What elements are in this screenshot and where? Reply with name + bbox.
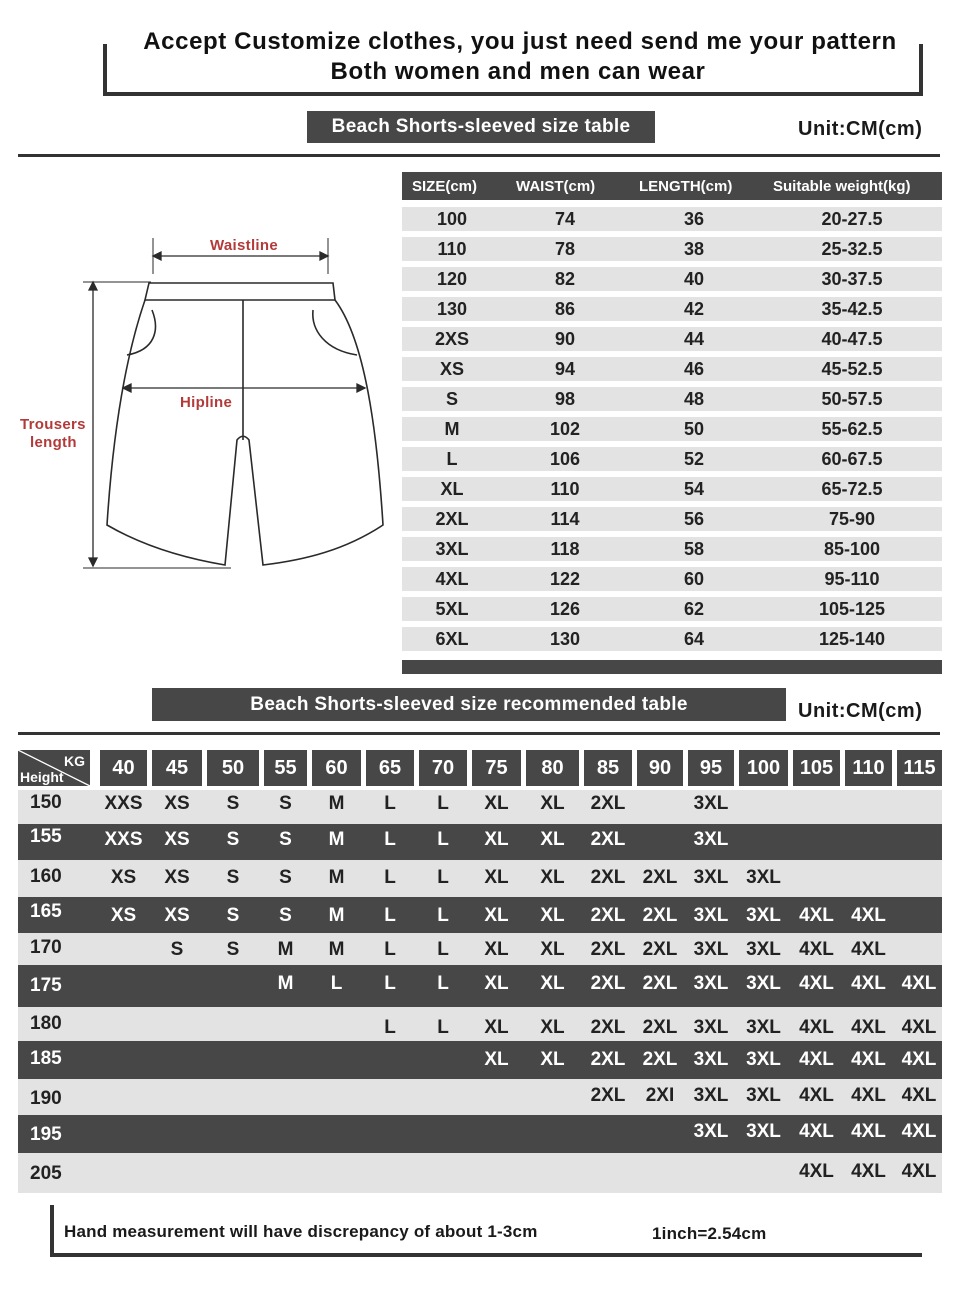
trousers-length-label-2: length xyxy=(30,434,77,451)
size-cell: 4XL xyxy=(799,905,834,926)
weight-header-cell: 45 xyxy=(152,750,202,786)
size-cell: 2XL xyxy=(642,867,678,888)
size-cell: XL xyxy=(540,973,565,994)
size-cell: 2XL xyxy=(642,939,678,960)
size-cell: XL xyxy=(540,793,565,814)
size-cell: 3XL xyxy=(746,1049,781,1070)
table-row xyxy=(402,477,942,501)
table-cell: 55-62.5 xyxy=(821,419,883,439)
table-cell: 85-100 xyxy=(823,539,881,559)
size-cell: 3XL xyxy=(746,1017,781,1038)
size-cell: 3XL xyxy=(746,867,781,888)
size-cell: S xyxy=(279,867,292,888)
table-cell: 6XL xyxy=(435,629,469,649)
size-cell: 4XL xyxy=(851,905,886,926)
height-cell: 205 xyxy=(30,1163,62,1184)
weight-header-cell: 95 xyxy=(688,750,734,786)
table-row xyxy=(402,627,942,651)
size-cell: M xyxy=(277,939,294,960)
table-row xyxy=(18,965,942,1007)
table-cell: 100 xyxy=(436,209,468,229)
table-row xyxy=(18,1153,942,1193)
table-cell: 36 xyxy=(683,209,705,229)
size-cell: 4XL xyxy=(851,1049,886,1070)
weight-header-cell: 90 xyxy=(637,750,683,786)
table-cell: 102 xyxy=(549,419,581,439)
table-row xyxy=(18,824,942,860)
table-cell: 90 xyxy=(554,329,576,349)
size-cell: XS xyxy=(164,793,190,814)
size-cell: L xyxy=(384,1017,396,1038)
size-cell: M xyxy=(328,867,345,888)
header-line-2: Both women and men can wear xyxy=(330,58,706,85)
table-cell: XL xyxy=(440,479,464,499)
table-cell: 35-42.5 xyxy=(821,299,883,319)
table-cell: 82 xyxy=(554,269,576,289)
size-cell: 2XL xyxy=(590,793,626,814)
size-cell: XL xyxy=(484,939,509,960)
height-cell: 160 xyxy=(30,866,62,887)
column-header-weight: Suitable weight(kg) xyxy=(773,178,911,195)
table-row xyxy=(402,387,942,411)
table-cell: 4XL xyxy=(435,569,469,589)
size-cell: 3XL xyxy=(746,1121,781,1142)
size-cell: M xyxy=(328,793,345,814)
size-cell: 4XL xyxy=(799,1017,834,1038)
footer-note: Hand measurement will have discrepancy of about 1-3cm xyxy=(64,1222,538,1241)
size-cell: XXS xyxy=(104,793,143,814)
size-cell: L xyxy=(437,905,449,926)
table-cell: 130 xyxy=(436,299,468,319)
weight-header-cell: 100 xyxy=(739,750,788,786)
table-cell: 120 xyxy=(436,269,468,289)
table-row xyxy=(18,1115,942,1153)
table-cell: 95-110 xyxy=(824,569,880,589)
table-cell: 65-72.5 xyxy=(821,479,883,499)
table-cell: 50 xyxy=(683,419,705,439)
weight-header-cell: 55 xyxy=(264,750,307,786)
table-cell: 105-125 xyxy=(818,599,886,619)
size-cell: 4XL xyxy=(851,1017,886,1038)
size-cell: S xyxy=(226,939,240,960)
size-cell: L xyxy=(384,829,396,850)
column-header-size: SIZE(cm) xyxy=(412,178,478,195)
size-cell: 4XL xyxy=(799,973,834,994)
table-cell: 64 xyxy=(683,629,705,649)
size-cell: XL xyxy=(540,1017,565,1038)
size-cell: L xyxy=(437,867,449,888)
size-cell: XL xyxy=(540,867,565,888)
size-cell: S xyxy=(279,905,292,926)
table-cell: 106 xyxy=(549,449,581,469)
table-cell: 94 xyxy=(554,359,576,379)
table-cell: 110 xyxy=(550,479,580,499)
size-cell: 2XL xyxy=(590,905,626,926)
table-row xyxy=(18,933,942,965)
weight-header-cell: 40 xyxy=(100,750,147,786)
corner-height-label: Height xyxy=(20,769,64,785)
size-cell: L xyxy=(384,867,396,888)
size-cell: 2XL xyxy=(590,1049,626,1070)
size-cell: XS xyxy=(110,905,137,926)
weight-header-cell: 105 xyxy=(793,750,840,786)
size-cell: 4XL xyxy=(851,973,886,994)
corner-kg-label: KG xyxy=(64,753,85,769)
size-cell: 3XL xyxy=(693,1017,729,1038)
size-cell: S xyxy=(279,829,292,850)
size-cell: 2XL xyxy=(590,1085,626,1106)
height-cell: 180 xyxy=(30,1013,62,1034)
table-row xyxy=(402,417,942,441)
size-cell: L xyxy=(384,939,396,960)
table-cell: 58 xyxy=(683,539,705,559)
weight-header-cell: 50 xyxy=(207,750,259,786)
size-cell: 3XL xyxy=(746,973,781,994)
table-row xyxy=(402,207,942,231)
table-row xyxy=(402,597,942,621)
size-cell: 4XL xyxy=(851,1161,886,1182)
size-cell: 3XL xyxy=(746,939,781,960)
table-cell: 122 xyxy=(549,569,581,589)
table-cell: 86 xyxy=(554,299,576,319)
size-cell: 4XL xyxy=(851,939,886,960)
size-cell: 4XL xyxy=(851,1121,886,1142)
size-cell: XL xyxy=(540,905,565,926)
table-cell: 125-140 xyxy=(818,629,886,649)
height-cell: 175 xyxy=(30,975,62,996)
size-cell: 2XL xyxy=(642,1049,678,1070)
size-cell: M xyxy=(328,829,345,850)
table-cell: 25-32.5 xyxy=(821,239,883,259)
size-cell: 2XI xyxy=(645,1085,675,1106)
column-header-waist: WAIST(cm) xyxy=(516,178,596,195)
size-cell: 3XL xyxy=(693,1121,729,1142)
size-cell: S xyxy=(170,939,184,960)
size-table-unit: Unit:CM(cm) xyxy=(798,118,923,140)
size-cell: 4XL xyxy=(901,1085,937,1106)
weight-header-cell: 60 xyxy=(312,750,361,786)
table-cell: 114 xyxy=(550,509,580,529)
table-cell: 110 xyxy=(437,239,467,259)
height-cell: 150 xyxy=(30,792,62,813)
size-cell: XXS xyxy=(104,829,143,850)
table-row xyxy=(402,567,942,591)
weight-header-cell: 110 xyxy=(845,750,892,786)
size-cell: 2XL xyxy=(590,1017,626,1038)
table-cell: 62 xyxy=(683,599,705,619)
table-cell: 74 xyxy=(554,209,576,229)
size-cell: 4XL xyxy=(799,1161,834,1182)
size-cell: S xyxy=(226,829,240,850)
weight-header-cell: 70 xyxy=(419,750,467,786)
size-cell: XL xyxy=(484,829,509,850)
table-cell: 60 xyxy=(683,569,705,589)
weight-header-cell: 80 xyxy=(526,750,579,786)
size-cell: S xyxy=(226,793,240,814)
size-cell: 4XL xyxy=(851,1085,886,1106)
table-row xyxy=(18,1041,942,1079)
hipline-label: Hipline xyxy=(180,394,233,411)
size-cell: 4XL xyxy=(799,1049,834,1070)
size-cell: 4XL xyxy=(901,1049,937,1070)
size-cell: 3XL xyxy=(693,939,729,960)
table-cell: 130 xyxy=(549,629,581,649)
size-cell: XL xyxy=(484,1017,509,1038)
size-cell: 2XL xyxy=(590,867,626,888)
table-row xyxy=(402,447,942,471)
size-cell: 3XL xyxy=(693,1085,729,1106)
height-cell: 185 xyxy=(30,1048,62,1069)
size-cell: 4XL xyxy=(799,939,834,960)
size-cell: XS xyxy=(164,829,190,850)
table-row xyxy=(18,1007,942,1041)
table-cell: 42 xyxy=(683,299,705,319)
size-cell: XL xyxy=(484,867,509,888)
size-cell: L xyxy=(437,829,449,850)
table-cell: 52 xyxy=(683,449,705,469)
size-cell: 3XL xyxy=(746,905,781,926)
weight-header-cell: 115 xyxy=(897,750,942,786)
trousers-length-label: Trousers xyxy=(20,416,86,433)
size-cell: L xyxy=(384,905,396,926)
size-table-footer-bar xyxy=(402,660,942,674)
size-cell: XL xyxy=(540,1049,565,1070)
table-cell: XS xyxy=(439,359,464,379)
table-cell: 98 xyxy=(554,389,576,409)
table-cell: S xyxy=(445,389,458,409)
table-cell: 126 xyxy=(549,599,581,619)
size-cell: L xyxy=(384,973,396,994)
size-cell: 3XL xyxy=(693,973,729,994)
inch-conversion: 1inch=2.54cm xyxy=(652,1224,767,1243)
size-cell: 3XL xyxy=(693,905,729,926)
table-row xyxy=(18,1079,942,1115)
table-row xyxy=(18,897,942,933)
table-cell: 20-27.5 xyxy=(821,209,883,229)
size-cell: XS xyxy=(164,867,190,888)
size-cell: 3XL xyxy=(693,793,729,814)
table-row xyxy=(402,537,942,561)
size-cell: L xyxy=(437,1017,449,1038)
header-line-1: Accept Customize clothes, you just need send me your pattern xyxy=(143,28,897,55)
table-cell: 2XL xyxy=(435,509,469,529)
size-cell: XL xyxy=(484,905,509,926)
size-cell: 2XL xyxy=(590,939,626,960)
size-cell: XS xyxy=(164,905,190,926)
table-cell: 60-67.5 xyxy=(821,449,883,469)
divider xyxy=(18,154,940,157)
table-cell: 54 xyxy=(683,479,705,499)
size-cell: 4XL xyxy=(799,1085,834,1106)
table-row xyxy=(18,860,942,897)
size-cell: M xyxy=(328,905,345,926)
size-cell: M xyxy=(328,939,345,960)
table-cell: 50-57.5 xyxy=(821,389,883,409)
table-row xyxy=(402,297,942,321)
weight-header-cell: 85 xyxy=(584,750,632,786)
size-cell: 2XL xyxy=(590,829,626,850)
table-row xyxy=(402,267,942,291)
table-cell: M xyxy=(444,419,460,439)
table-row xyxy=(402,507,942,531)
size-cell: XS xyxy=(110,867,137,888)
size-cell: 3XL xyxy=(693,867,729,888)
table-cell: 5XL xyxy=(435,599,469,619)
recommended-table-unit: Unit:CM(cm) xyxy=(798,700,923,722)
size-cell: L xyxy=(437,973,449,994)
table-cell: 44 xyxy=(683,329,705,349)
table-cell: 40-47.5 xyxy=(821,329,883,349)
size-cell: L xyxy=(384,793,396,814)
table-cell: 45-52.5 xyxy=(821,359,883,379)
size-cell: 4XL xyxy=(901,1121,937,1142)
size-cell: XL xyxy=(484,793,509,814)
size-cell: 2XL xyxy=(590,973,626,994)
table-cell: 75-90 xyxy=(828,509,876,529)
table-row xyxy=(402,357,942,381)
size-table-header xyxy=(402,172,942,200)
column-header-length: LENGTH(cm) xyxy=(639,178,733,195)
table-row xyxy=(402,237,942,261)
size-cell: 3XL xyxy=(693,829,729,850)
divider xyxy=(18,732,940,735)
table-cell: 78 xyxy=(554,239,576,259)
table-cell: 56 xyxy=(683,509,705,529)
table-cell: L xyxy=(446,449,458,469)
weight-header-cell: 75 xyxy=(472,750,521,786)
size-cell: L xyxy=(437,939,449,960)
corner-header-cell xyxy=(18,750,90,786)
height-cell: 170 xyxy=(30,937,62,958)
size-cell: 3XL xyxy=(746,1085,781,1106)
table-cell: 30-37.5 xyxy=(821,269,883,289)
size-cell: 4XL xyxy=(901,1161,937,1182)
size-cell: M xyxy=(277,973,294,994)
table-cell: 48 xyxy=(683,389,705,409)
size-cell: 2XL xyxy=(642,973,678,994)
size-cell: XL xyxy=(540,829,565,850)
table-cell: 118 xyxy=(550,539,580,559)
table-cell: 40 xyxy=(683,269,705,289)
recommended-table-title: Beach Shorts-sleeved size recommended table xyxy=(152,688,786,721)
size-cell: 3XL xyxy=(693,1049,729,1070)
waistline-label: Waistline xyxy=(210,237,278,254)
height-cell: 195 xyxy=(30,1124,62,1145)
size-cell: S xyxy=(226,905,240,926)
size-cell: 4XL xyxy=(901,973,937,994)
height-cell: 155 xyxy=(30,826,62,847)
size-table-title: Beach Shorts-sleeved size table xyxy=(307,111,655,143)
size-cell: 2XL xyxy=(642,905,678,926)
size-cell: S xyxy=(279,793,292,814)
size-cell: 4XL xyxy=(799,1121,834,1142)
table-cell: 46 xyxy=(683,359,705,379)
table-cell: 2XS xyxy=(434,329,470,349)
size-cell: 2XL xyxy=(642,1017,678,1038)
size-cell: XL xyxy=(540,939,565,960)
size-cell: 4XL xyxy=(901,1017,937,1038)
weight-header-cell: 65 xyxy=(366,750,414,786)
size-cell: L xyxy=(330,973,343,994)
table-cell: 3XL xyxy=(435,539,469,559)
table-row xyxy=(18,790,942,824)
height-cell: 190 xyxy=(30,1088,62,1109)
size-cell: S xyxy=(226,867,240,888)
size-cell: XL xyxy=(484,973,509,994)
height-cell: 165 xyxy=(30,901,62,922)
size-cell: L xyxy=(437,793,449,814)
table-row xyxy=(402,327,942,351)
size-cell: XL xyxy=(484,1049,509,1070)
table-cell: 38 xyxy=(683,239,705,259)
